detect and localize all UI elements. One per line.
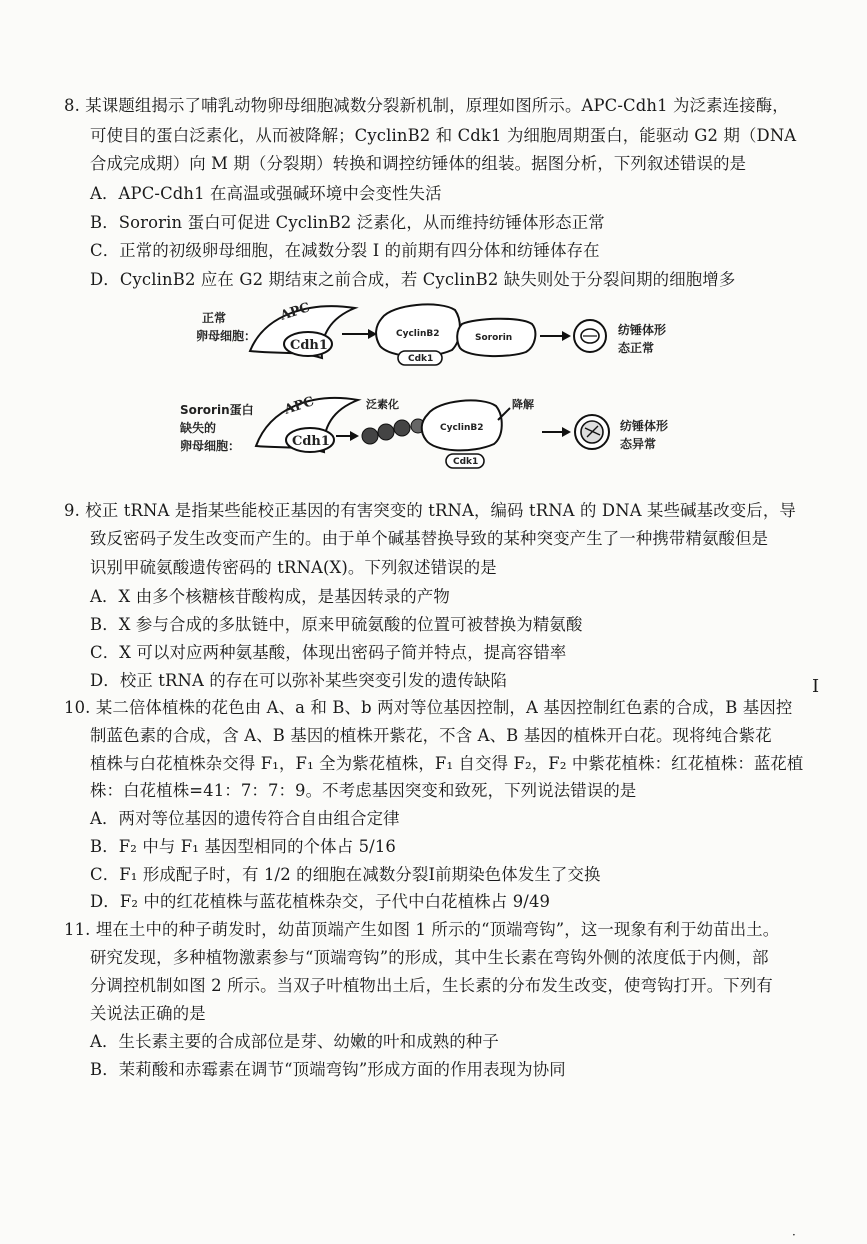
q8-stem-line-3: 合成完成期）向 M 期（分裂期）转换和调控纺锤体的组装。据图分析，下列叙述错误的是 xyxy=(90,154,747,173)
row1-cdh1-label: Cdh1 xyxy=(290,338,328,353)
row2-cyclinb2-label: CyclinB2 xyxy=(440,423,484,433)
q11-stem-line-4: 关说法正确的是 xyxy=(90,1004,206,1023)
q8-option-d: D．CyclinB2 应在 G2 期结束之前合成，若 CyclinB2 缺失则处于分裂间期的细胞增多 xyxy=(90,270,736,289)
row1-cyclinb2-label: CyclinB2 xyxy=(396,329,440,339)
q11-option-a: A．生长素主要的合成部位是芽、幼嫩的叶和成熟的种子 xyxy=(90,1032,499,1051)
row2-result-line2: 态异常 xyxy=(620,437,657,451)
ubiquitin-3 xyxy=(394,420,410,436)
q11-option-b: B．茉莉酸和赤霉素在调节“顶端弯钩”形成方面的作用表现为协同 xyxy=(90,1060,566,1079)
row1-apc-label: APC xyxy=(278,300,312,324)
q9-option-b: B．X 参与合成的多肽链中，原来甲硫氨酸的位置可被替换为精氨酸 xyxy=(90,615,583,634)
ubiquitin-1 xyxy=(362,428,378,444)
row1-result-line2: 态正常 xyxy=(618,341,655,355)
q10-option-a: A．两对等位基因的遗传符合自由组合定律 xyxy=(90,809,400,828)
q9-option-d: D．校正 tRNA 的存在可以弥补某些突变引发的遗传缺陷 xyxy=(90,671,508,690)
row2-ubiquitination-label: 泛素化 xyxy=(366,398,399,411)
q9-option-a: A．X 由多个核糖核苷酸构成，是基因转录的产物 xyxy=(90,587,450,606)
q10-option-b: B．F₂ 中与 F₁ 基因型相同的个体占 5/16 xyxy=(90,837,397,856)
q11-stem-line-1: 11. 埋在土中的种子萌发时，幼苗顶端产生如图 1 所示的“顶端弯钩”，这一现象有利于幼苗出土。 xyxy=(64,920,780,939)
row2-cdh1-label: Cdh1 xyxy=(292,434,330,449)
row2-cdk1-label: Cdk1 xyxy=(453,457,479,467)
q9-stem-line-1: 9. 校正 tRNA 是指某些能校正基因的有害突变的 tRNA，编码 tRNA 的 DNA 某些碱基改变后，导 xyxy=(64,501,796,520)
row2-apc-label: APC xyxy=(282,394,316,418)
q8-diagram xyxy=(170,296,710,486)
q8-stem-line-2: 可使目的蛋白泛素化，从而被降解；CyclinB2 和 Cdk1 为细胞周期蛋白，能驱动 G2 期（DNA xyxy=(90,126,797,145)
q10-option-d: D．F₂ 中的红花植株与蓝花植株杂交，子代中白花植株占 9/49 xyxy=(90,892,551,911)
q11-stem-line-3: 分调控机制如图 2 所示。当双子叶植物出土后，生长素的分布发生改变，使弯钩打开。下列有 xyxy=(90,976,773,995)
q8-stem-line-1: 8. 某课题组揭示了哺乳动物卵母细胞减数分裂新机制，原理如图所示。APC-Cdh1 为泛素连接酶， xyxy=(64,96,789,115)
row2-label-line3: 卵母细胞： xyxy=(180,439,241,453)
q8-diagram-svg xyxy=(170,296,710,486)
row2-arrowhead-1 xyxy=(350,431,359,441)
q10-option-c: C．F₁ 形成配子时，有 1/2 的细胞在减数分裂Ⅰ前期染色体发生了交换 xyxy=(90,865,601,884)
margin-mark: I xyxy=(812,676,820,697)
row1-label-line1: 正常 xyxy=(202,311,227,325)
row1-sororin-label: Sororin xyxy=(475,333,513,343)
q8-option-b: B．Sororin 蛋白可促进 CyclinB2 泛素化，从而维持纺锤体形态正常 xyxy=(90,213,605,232)
row2-degradation-label: 降解 xyxy=(512,398,534,411)
row1-label-line2: 卵母细胞： xyxy=(196,329,257,343)
row2-arrowhead-2 xyxy=(562,427,571,437)
corner-dot: · xyxy=(792,1228,796,1242)
row2-result-line1: 纺锤体形 xyxy=(620,419,669,433)
q10-stem-line-2: 制蓝色素的合成，含 A、B 基因的植株开紫花，不含 A、B 基因的植株开白花。现将纯合紫花 xyxy=(90,726,772,745)
row1-cdk1-label: Cdk1 xyxy=(408,354,434,364)
q10-stem-line-3: 植株与白花植株杂交得 F₁，F₁ 全为紫花植株，F₁ 自交得 F₂，F₂ 中紫花植株：红花植株：蓝花植 xyxy=(90,754,804,773)
row1-arrowhead-2 xyxy=(562,331,571,341)
q10-stem-line-4: 株：白花植株=41：7：7：9。不考虑基因突变和致死，下列说法错误的是 xyxy=(90,781,637,800)
q9-stem-line-2: 致反密码子发生改变而产生的。由于单个碱基替换导致的某种突变产生了一种携带精氨酸但是 xyxy=(90,529,769,548)
q8-option-c: C．正常的初级卵母细胞，在减数分裂 I 的前期有四分体和纺锤体存在 xyxy=(90,241,600,260)
q8-option-a: A．APC-Cdh1 在高温或强碱环境中会变性失活 xyxy=(90,184,442,203)
row2-label-line2: 缺失的 xyxy=(180,421,217,435)
q9-stem-line-3: 识别甲硫氨酸遗传密码的 tRNA(X)。下列叙述错误的是 xyxy=(90,558,497,577)
row2-label-line1: Sororin蛋白 xyxy=(180,403,254,417)
ubiquitin-2 xyxy=(378,424,394,440)
row1-result-line1: 纺锤体形 xyxy=(618,323,667,337)
q10-stem-line-1: 10. 某二倍体植株的花色由 A、a 和 B、b 两对等位基因控制，A 基因控制红色素的合成，B 基因控 xyxy=(64,698,793,717)
q9-option-c: C．X 可以对应两种氨基酸，体现出密码子简并特点，提高容错率 xyxy=(90,643,567,662)
q11-stem-line-2: 研究发现，多种植物激素参与“顶端弯钩”的形成，其中生长素在弯钩外侧的浓度低于内侧，部 xyxy=(90,948,769,967)
